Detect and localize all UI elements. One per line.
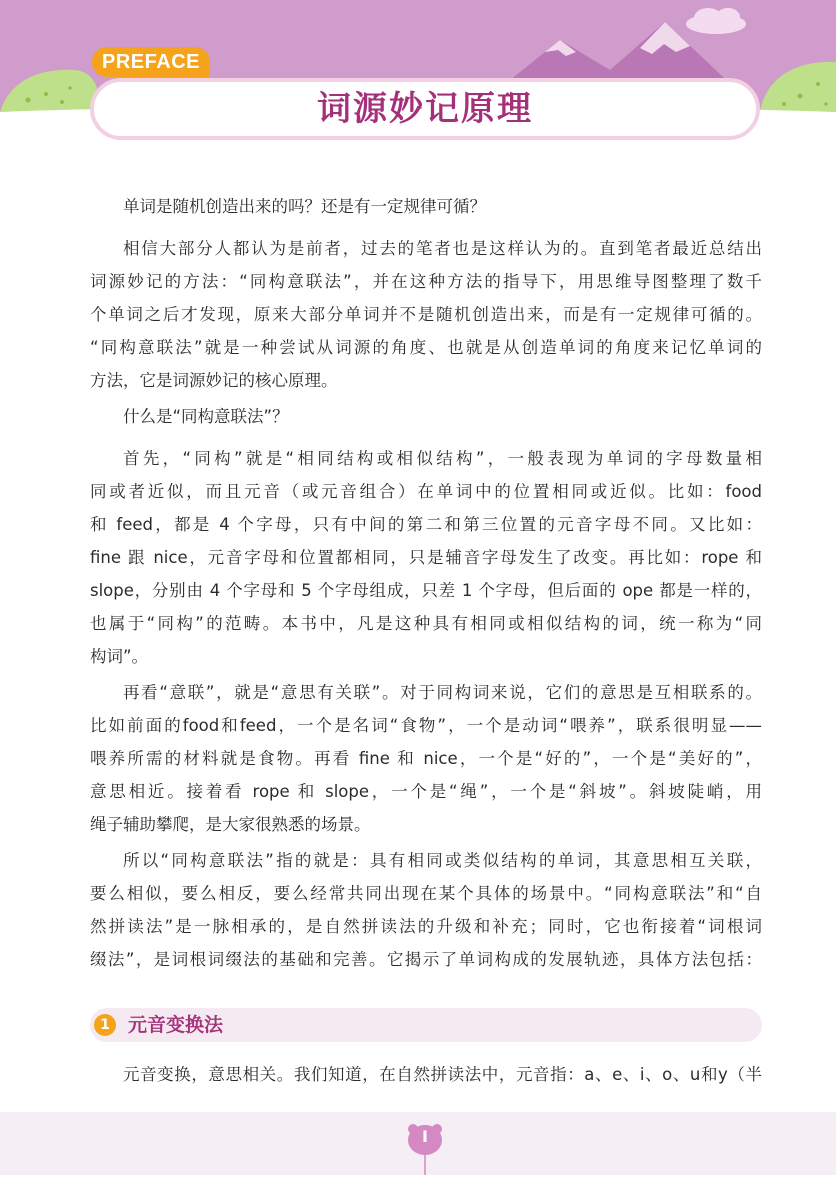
text-line: 首先，“同构”就是“相同结构或相似结构”，一般表现为单词的字母数量相 [123,449,762,468]
text-line: 要么相似，要么相反，要么经常共同出现在某个具体的场景中。“同构意联法”和“自 [90,884,762,903]
section-number-badge: 1 [94,1014,116,1036]
text-line: 同或者近似，而且元音（或元音组合）在单词中的位置相同或近似。比如：food [90,482,762,501]
paragraph-3 [90,400,762,433]
text-line: 意思相近。接着看 rope 和 slope，一个是“绳”，一个是“斜坡”。斜坡陡峭，用 [90,782,762,801]
section-paragraph [90,1058,762,1091]
paragraph-4 [90,442,762,673]
text-line: 单词是随机创造出来的吗？还是有一定规律可循？ [123,197,486,216]
text-line: 喂养所需的材料就是食物。再看 fine 和 nice，一个是“好的”，一个是“美好的”， [90,749,762,768]
paragraph-6 [90,844,762,976]
text-line: 和 feed，都是 4 个字母，只有中间的第二和第三位置的元音字母不同。又比如： [90,515,762,534]
text-line: slope，分别由 4 个字母和 5 个字母组成，只差 1 个字母，但后面的 ope 都是一样的， [90,581,762,600]
text-line: fine 跟 nice，元音字母和位置都相同，只是辅音字母发生了改变。再比如：rope 和 [90,548,762,567]
paragraph-1 [90,190,762,223]
text-line: 然拼读法”是一脉相承的，是自然拼读法的升级和补充；同时，它也衔接着“词根词 [90,917,762,936]
text-line: 什么是“同构意联法”？ [123,407,289,426]
text-line: “同构意联法”就是一种尝试从词源的角度、也就是从创造单词的角度来记忆单词的 [90,338,762,357]
text-line: 方法，它是词源妙记的核心原理。 [90,371,338,390]
text-line: 构词”。 [90,647,149,666]
text-line: 也属于“同构”的范畴。本书中，凡是这种具有相同或相似结构的词，统一称为“同 [90,614,762,633]
text-line: 所以“同构意联法”指的就是：具有相同或类似结构的单词，其意思相互关联， [123,851,762,870]
text-line: 绳子辅助攀爬，是大家很熟悉的场景。 [90,815,371,834]
section-title: 元音变换法 [128,1014,224,1036]
text-line: 相信大部分人都认为是前者，过去的笔者也是这样认为的。直到笔者最近总结出 [123,239,762,258]
page-number: I [422,1127,428,1146]
page-title: 词源妙记原理 [317,89,533,129]
text-line: 再看“意联”，就是“意思有关联”。对于同构词来说，它们的意思是互相联系的。 [123,683,762,702]
paragraph-2 [90,232,762,397]
paragraph-5 [90,676,762,841]
text-line: 个单词之后才发现，原来大部分单词并不是随机创造出来，而是有一定规律可循的。 [90,305,762,324]
text-line: 比如前面的food和feed，一个是名词“食物”，一个是动词“喂养”，联系很明显—— [90,716,762,735]
preface-tab: PREFACE [92,47,210,77]
text-line: 元音变换，意思相关。我们知道，在自然拼读法中，元音指：a、e、i、o、u和y（半 [123,1065,762,1084]
text-line: 缀法”，是词根词缀法的基础和完善。它揭示了单词构成的发展轨迹，具体方法包括： [90,950,762,969]
text-line: 词源妙记的方法：“同构意联法”，并在这种方法的指导下，用思维导图整理了数千 [90,272,762,291]
